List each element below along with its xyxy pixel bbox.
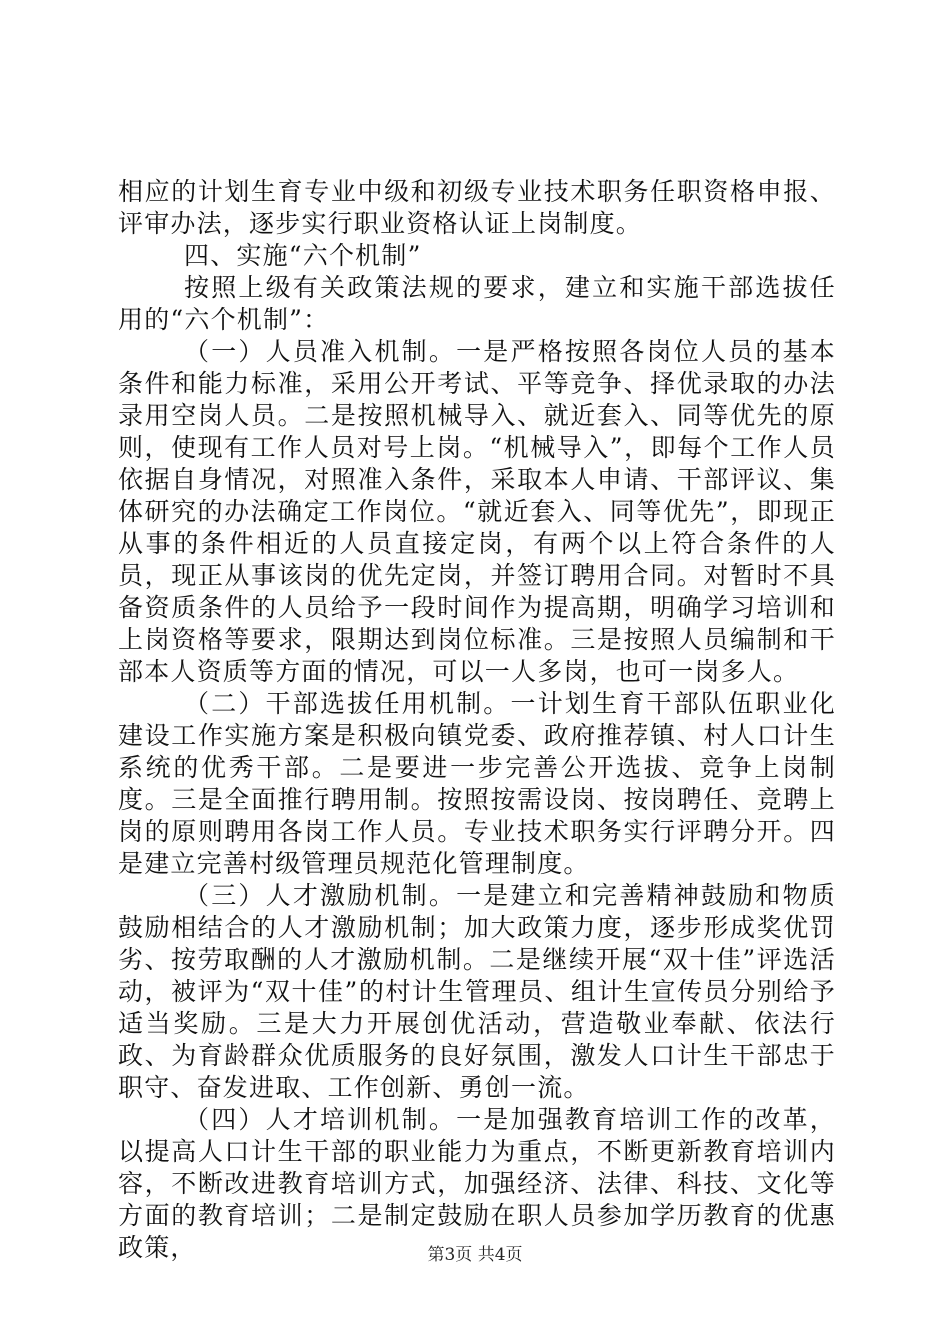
paragraph-intro: 按照上级有关政策法规的要求，建立和实施干部选拔任用的“六个机制”： xyxy=(118,273,836,334)
paragraph-mechanism-4: （四）人才培训机制。一是加强教育培训工作的改革，以提高人口计生干部的职业能力为重点，不断更新教育培训内容，不断改进教育培训方式，加强经济、法律、科技、文化等方面的教育培训；二是制定鼓励在职人员参加学历教育的优惠政策， xyxy=(118,1105,836,1262)
paragraph-continuation: 相应的计划生育专业中级和初级专业技术职务任职资格申报、评审办法，逐步实行职业资格认证上岗制度。 xyxy=(118,177,836,238)
document-body xyxy=(118,176,836,1264)
paragraph-mechanism-2: （二）干部选拔任用机制。一计划生育干部队伍职业化建设工作实施方案是积极向镇党委、政府推荐镇、村人口计生系统的优秀干部。二是要进一步完善公开选拔、竞争上岗制度。三是全面推行聘用制。按照按需设岗、按岗聘任、竞聘上岗的原则聘用各岗工作人员。专业技术职务实行评聘分开。四是建立完善村级管理员规范化管理制度。 xyxy=(118,689,836,878)
section-heading: 四、实施“六个机制” xyxy=(184,241,422,270)
paragraph-mechanism-3: （三）人才激励机制。一是建立和完善精神鼓励和物质鼓励相结合的人才激励机制；加大政策力度，逐步形成奖优罚劣、按劳取酬的人才激励机制。二是继续开展“双十佳”评选活动，被评为“双十佳”的村计生管理员、组计生宣传员分别给予适当奖励。三是大力开展创优活动，营造敬业奉献、依法行政、为育龄群众优质服务的良好氛围，激发人口计生干部忠于职守、奋发进取、工作创新、勇创一流。 xyxy=(118,881,836,1102)
paragraph-mechanism-1: （一）人员准入机制。一是严格按照各岗位人员的基本条件和能力标准，采用公开考试、平等竞争、择优录取的办法录用空岗人员。二是按照机械导入、就近套入、同等优先的原则，使现有工作人员对号上岗。“机械导入”，即每个工作人员依据自身情况，对照准入条件，采取本人申请、干部评议、集体研究的办法确定工作岗位。“就近套入、同等优先”，即现正从事的条件相近的人员直接定岗，有两个以上符合条件的人员，现正从事该岗的优先定岗，并签订聘用合同。对暂时不具备资质条件的人员给予一段时间作为提高期，明确学习培训和上岗资格等要求，限期达到岗位标准。三是按照人员编制和干部本人资质等方面的情况，可以一人多岗，也可一岗多人。 xyxy=(118,337,836,686)
page-number-footer: 第3页 共4页 xyxy=(427,1245,523,1265)
